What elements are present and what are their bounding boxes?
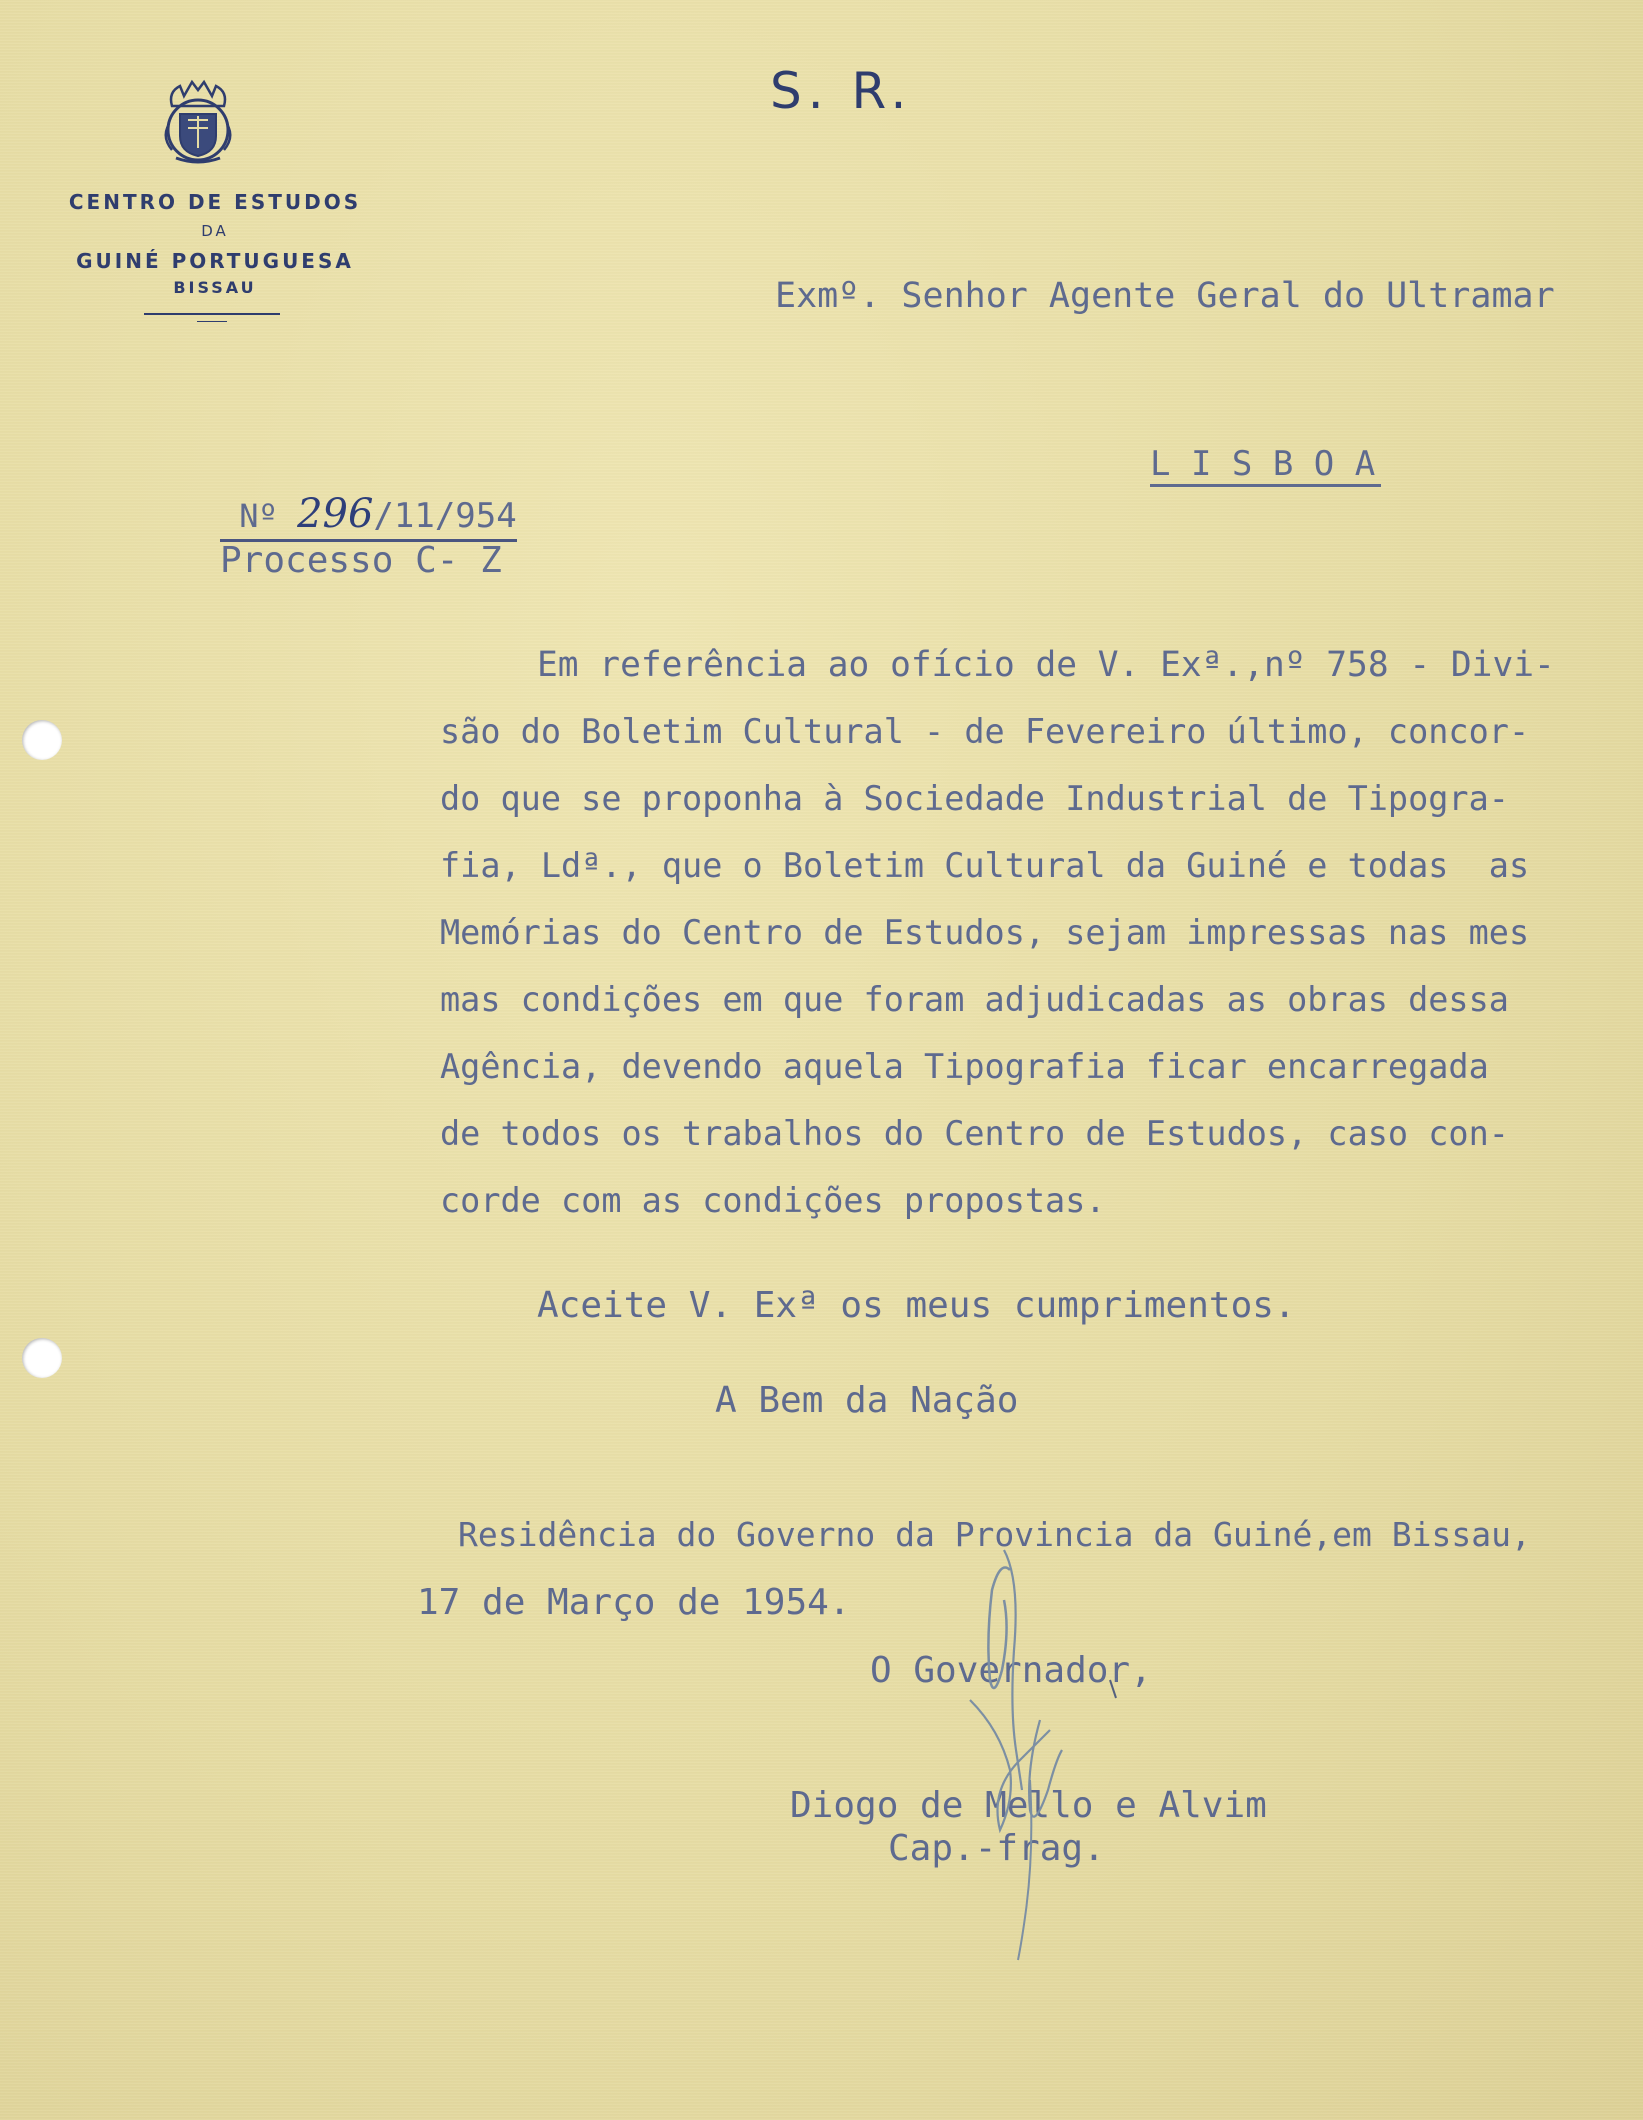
process-reference: Processo C- Z: [220, 540, 502, 581]
motto: A Bem da Nação: [715, 1380, 1019, 1421]
letterhead-line-2: DA: [201, 222, 229, 240]
reference-number-handwritten: 296: [297, 491, 374, 537]
letterhead-line-3: GUINÉ PORTUGUESA: [76, 249, 354, 273]
reference-number: [220, 472, 517, 542]
letterhead-line-4: BISSAU: [173, 278, 257, 297]
classification-mark: S. R.: [770, 62, 913, 120]
punch-hole-top: [22, 720, 62, 760]
body-line-6: mas condições em que foram adjudicadas as obras dessa: [440, 980, 1509, 1019]
addressee-salutation: Exmº. Senhor Agente Geral do Ultramar: [775, 276, 1555, 316]
body-line-2: são do Boletim Cultural - de Fevereiro último, concor-: [440, 712, 1530, 751]
place-line: Residência do Governo da Provincia da Guiné,em Bissau,: [458, 1515, 1531, 1554]
body-line-3: do que se proponha à Sociedade Industrial de Tipogra-: [440, 779, 1509, 818]
body-line-5: Memórias do Centro de Estudos, sejam impressas nas mes: [440, 913, 1530, 952]
reference-number-prefix: Nº: [239, 497, 298, 535]
body-line-4: fia, Ldª., que o Boletim Cultural da Guiné e todas as: [440, 846, 1530, 885]
letterhead-rule-short: [197, 321, 227, 322]
body-line-9: corde com as condições propostas.: [440, 1181, 1106, 1220]
signatory-title: O Governador,: [870, 1650, 1152, 1691]
letterhead-rule: [144, 313, 280, 315]
letterhead-line-1: CENTRO DE ESTUDOS: [68, 190, 362, 214]
addressee-city: L I S B O A: [1150, 444, 1381, 487]
body-line-8: de todos os trabalhos do Centro de Estudos, caso con-: [440, 1114, 1509, 1153]
coat-of-arms-icon: [158, 68, 238, 168]
body-line-1: Em referência ao ofício de V. Exª.,nº 758 - Divi-: [537, 645, 1555, 685]
date-line: 17 de Março de 1954.: [417, 1582, 851, 1623]
body-line-7: Agência, devendo aquela Tipografia ficar encarregada: [440, 1047, 1489, 1086]
signatory-name: Diogo de Mello e Alvim: [790, 1785, 1267, 1826]
handwritten-signature: [930, 1530, 1130, 1970]
signatory-rank: Cap.-frag.: [888, 1828, 1105, 1869]
closing-line: Aceite V. Exª os meus cumprimentos.: [537, 1285, 1296, 1326]
reference-number-rest: /11/954: [373, 496, 517, 536]
punch-hole-bottom: [22, 1338, 62, 1378]
